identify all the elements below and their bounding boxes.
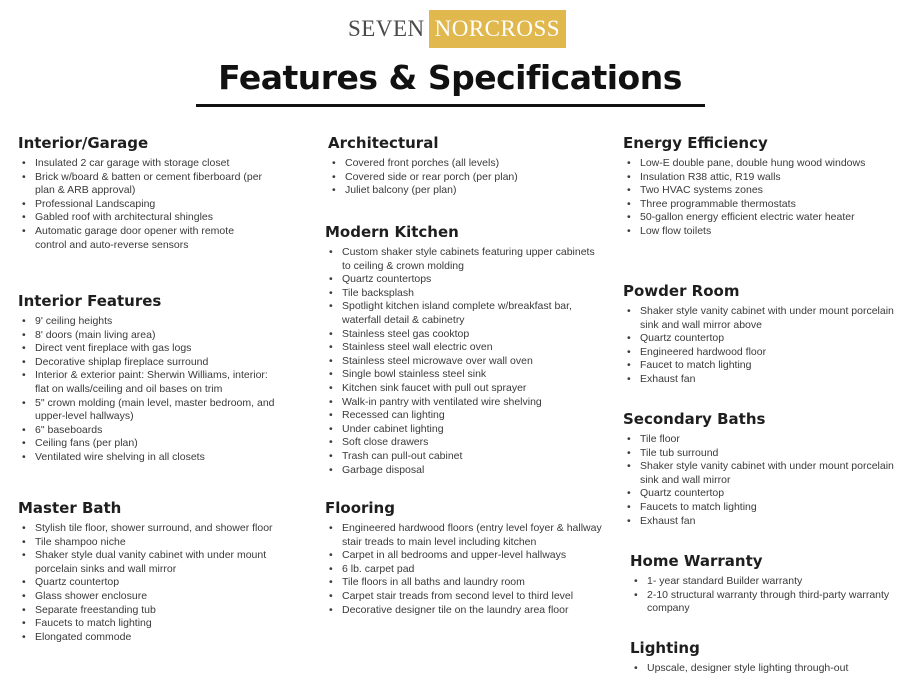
feature-item: • Shaker style vanity cabinet with under mount porcelain sink and wall mirror [623,460,895,487]
feature-item: • Low-E double pane, double hung wood windows [623,157,883,171]
section-title: Lighting [630,639,700,657]
feature-item: • Spotlight kitchen island complete w/breakfast bar, waterfall detail & cabinetry [325,300,597,327]
logo-seven: SEVEN [348,16,425,41]
title-underline [196,104,705,107]
feature-item: • Tile floor [623,433,895,447]
feature-item: • 8' doors (main living area) [18,329,278,343]
feature-item: • Quartz countertop [623,332,895,346]
feature-list [623,433,895,528]
feature-item: • Interior & exterior paint: Sherwin Williams, interior: flat on walls/ceiling and oil bases on trim [18,369,278,396]
feature-item: • 2-10 structural warranty through third-party warranty company [630,589,890,616]
feature-list [325,522,603,617]
feature-list [630,575,890,616]
section-lighting [630,639,890,676]
feature-item: • Upscale, designer style lighting through-out [630,662,890,676]
feature-list [18,522,278,644]
feature-item: • Under cabinet lighting [325,423,597,437]
feature-item: • Carpet stair treads from second level to third level [325,590,603,604]
feature-item: • Ventilated wire shelving in all closets [18,451,278,465]
feature-list [325,246,597,477]
section-architectural [328,134,598,198]
section-title: Master Bath [18,499,122,517]
feature-item: • Stylish tile floor, shower surround, and shower floor [18,522,278,536]
feature-item: • 6 lb. carpet pad [325,563,603,577]
section-interior-garage [18,134,263,252]
section-secondary-baths [623,410,895,528]
feature-item: • Shaker style dual vanity cabinet with under mount porcelain sinks and wall mirror [18,549,278,576]
feature-item: • Juliet balcony (per plan) [328,184,598,198]
page-title: Features & Specifications [218,58,682,97]
feature-item: • Glass shower enclosure [18,590,278,604]
feature-item: • Faucets to match lighting [18,617,278,631]
feature-list [630,662,890,676]
feature-list [623,305,895,387]
feature-item: • Quartz countertop [18,576,278,590]
section-title: Powder Room [623,282,740,300]
feature-item: • Tile tub surround [623,447,895,461]
feature-item: • Elongated commode [18,631,278,645]
section-title: Architectural [328,134,439,152]
feature-item: • Covered side or rear porch (per plan) [328,171,598,185]
feature-item: • Insulated 2 car garage with storage closet [18,157,263,171]
section-title: Flooring [325,499,395,517]
feature-item: • Professional Landscaping [18,198,263,212]
feature-item: • Quartz countertop [623,487,895,501]
feature-item: • Trash can pull-out cabinet [325,450,597,464]
feature-item: • Ceiling fans (per plan) [18,437,278,451]
feature-item: • Decorative shiplap fireplace surround [18,356,278,370]
feature-item: • Kitchen sink faucet with pull out sprayer [325,382,597,396]
feature-item: • Low flow toilets [623,225,883,239]
feature-item: • Gabled roof with architectural shingles [18,211,263,225]
feature-item: • Walk-in pantry with ventilated wire shelving [325,396,597,410]
feature-item: • Insulation R38 attic, R19 walls [623,171,883,185]
section-title: Secondary Baths [623,410,766,428]
feature-item: • Single bowl stainless steel sink [325,368,597,382]
feature-list [18,157,263,252]
feature-item: • Shaker style vanity cabinet with under mount porcelain sink and wall mirror above [623,305,895,332]
section-title: Interior Features [18,292,162,310]
feature-item: • Engineered hardwood floor [623,346,895,360]
logo [346,10,566,48]
feature-item: • Stainless steel wall electric oven [325,341,597,355]
feature-item: • Stainless steel microwave over wall oven [325,355,597,369]
feature-item: • Covered front porches (all levels) [328,157,598,171]
feature-item: • Faucets to match lighting [623,501,895,515]
feature-item: • Separate freestanding tub [18,604,278,618]
section-home-warranty [630,552,890,616]
feature-list [18,315,278,465]
section-powder-room [623,282,895,387]
feature-item: • Tile backsplash [325,287,597,301]
feature-item: • Garbage disposal [325,464,597,478]
feature-item: • Two HVAC systems zones [623,184,883,198]
section-title: Interior/Garage [18,134,149,152]
section-title: Energy Efficiency [623,134,768,152]
section-energy-efficiency [623,134,883,239]
feature-list [623,157,883,239]
feature-item: • Carpet in all bedrooms and upper-level hallways [325,549,603,563]
feature-item: • 1- year standard Builder warranty [630,575,890,589]
feature-item: • Custom shaker style cabinets featuring upper cabinets to ceiling & crown molding [325,246,597,273]
feature-item: • 9' ceiling heights [18,315,278,329]
feature-item: • Decorative designer tile on the laundry area floor [325,604,603,618]
section-title: Modern Kitchen [325,223,459,241]
feature-item: • Brick w/board & batten or cement fiberboard (per plan & ARB approval) [18,171,263,198]
section-master-bath [18,499,278,644]
feature-item: • 5" crown molding (main level, master bedroom, and upper-level hallways) [18,397,278,424]
section-interior-features [18,292,278,465]
feature-item: • 50-gallon energy efficient electric water heater [623,211,883,225]
feature-item: • Automatic garage door opener with remote control and auto-reverse sensors [18,225,263,252]
feature-item: • Exhaust fan [623,373,895,387]
feature-item: • Engineered hardwood floors (entry level foyer & hallway stair treads to main level including kitchen [325,522,603,549]
section-title: Home Warranty [630,552,763,570]
feature-item: • 6" baseboards [18,424,278,438]
feature-item: • Direct vent fireplace with gas logs [18,342,278,356]
feature-item: • Exhaust fan [623,515,895,529]
feature-item: • Stainless steel gas cooktop [325,328,597,342]
section-modern-kitchen [325,223,597,477]
feature-item: • Three programmable thermostats [623,198,883,212]
feature-item: • Faucet to match lighting [623,359,895,373]
feature-item: • Recessed can lighting [325,409,597,423]
feature-item: • Tile floors in all baths and laundry room [325,576,603,590]
feature-item: • Tile shampoo niche [18,536,278,550]
logo-norcross: NORCROSS [429,10,566,48]
section-flooring [325,499,603,617]
feature-item: • Soft close drawers [325,436,597,450]
feature-item: • Quartz countertops [325,273,597,287]
feature-list [328,157,598,198]
